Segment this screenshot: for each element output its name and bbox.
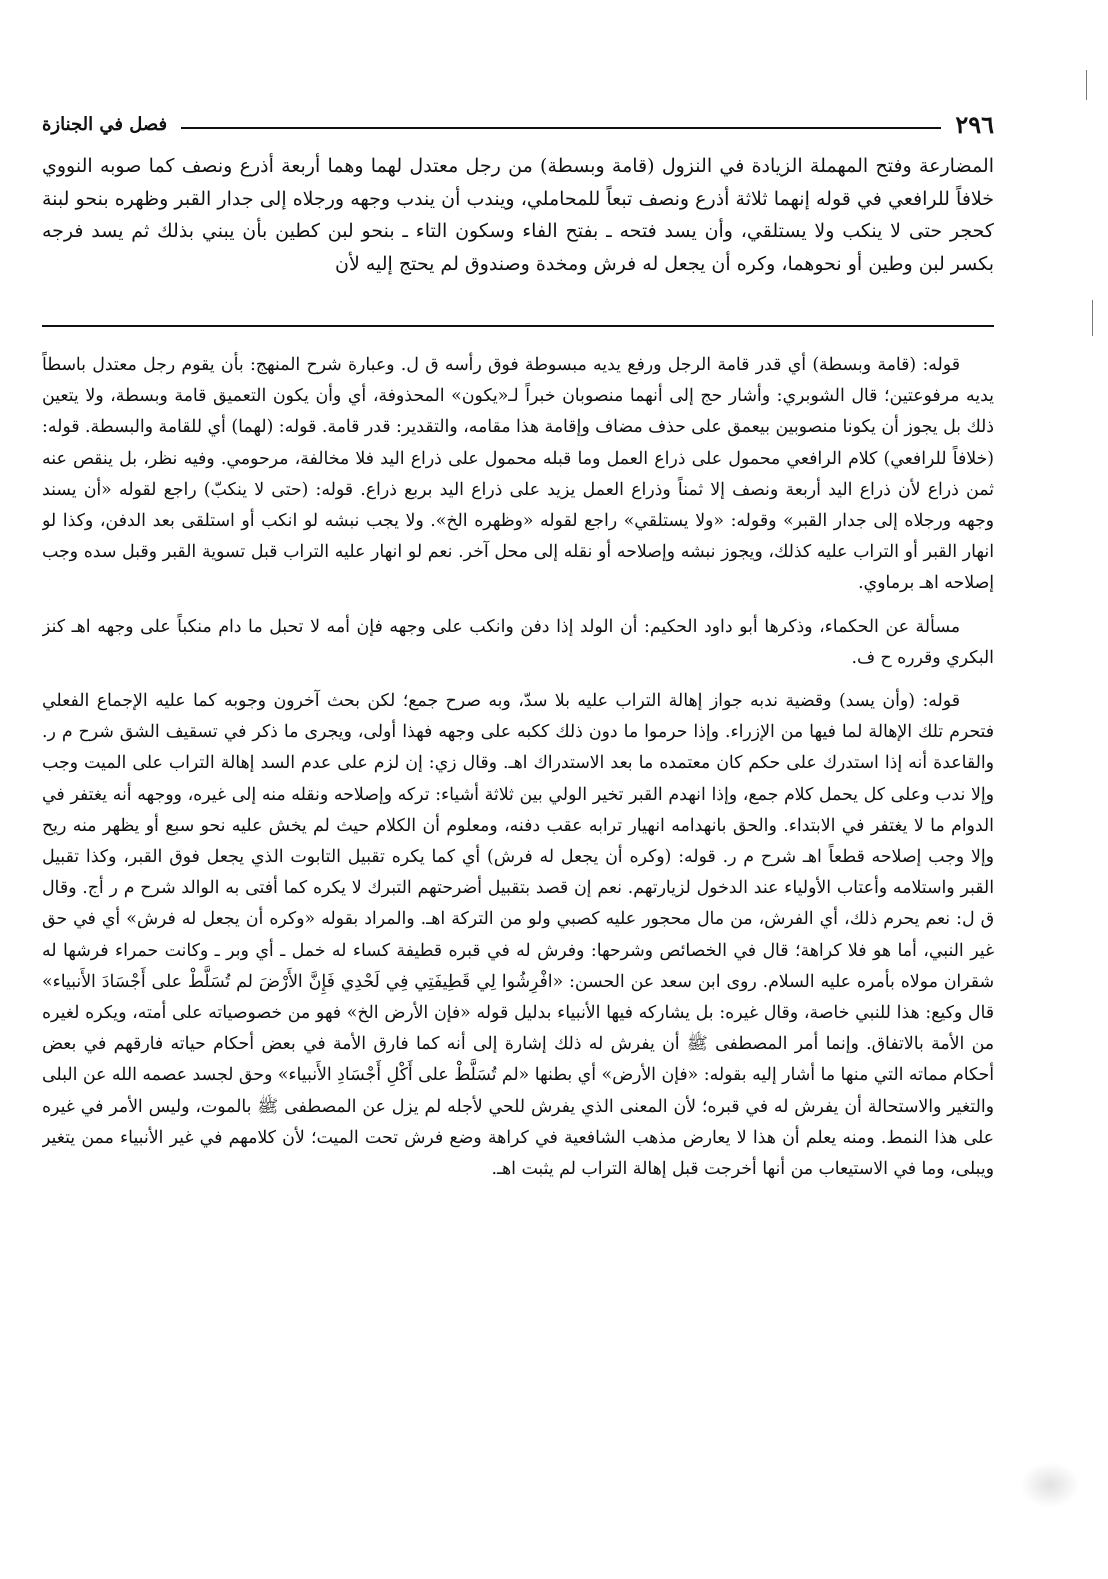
scan-smudge (1020, 1462, 1080, 1508)
scan-edge-mark (1092, 300, 1093, 336)
running-header (42, 104, 994, 144)
main-text-line: بأن يبني بذلك ثم يسد فرجه بكسر لبن وطين أو نحوهما، وكره أن يجعل له فرش ومخدة وصندوق لم يحتج إليه لأن (42, 220, 994, 275)
header-rule (181, 127, 941, 129)
main-text-line: النووي خلافاً للرافعي في قوله إنهما ثلاثة أذرع ونصف تبعاً للمحاملي، ويندب أن يندب وجهه ورجلاه إلى جدار (42, 155, 994, 210)
text-divider (42, 325, 994, 327)
scan-edge-mark (1086, 70, 1087, 100)
commentary-paragraph: قوله: (وأن يسد) وقضية ندبه جواز إهالة التراب عليه بلا سدّ، وبه صرح جمع؛ لكن بحث آخرون وجوبه كما عليه الإجماع الفعلي فتحرم تلك الإهالة لما فيها من الإزراء. وإذا حرموا ما دون ذلك ككبه على وجهه فهذا أولى، ويجرى ما ذكر في تسقيف الشق شرح م ر. والقاعدة أنه إذا استدرك على حكم كان معتمده ما بعد الاستدراك اهـ. وقال زي: إن لزم على عدم السد إهالة التراب على الميت وجب وإلا ندب وعلى كل يحمل كلام جمع، وإذا انهدم القبر تخير الولي بين ثلاثة أشياء: تركه وإصلاحه ونقله منه إلى غيره، ووجهه أنه يغتفر في الدوام ما لا يغتفر في الابتداء. والحق بانهدامه انهيار ترابه عقب دفنه، ومعلوم أن الكلام حيث لم يخش عليه نحو سبع أو يظهر منه ريح وإلا وجب إصلاحه قطعاً اهـ شرح م ر. قوله: (وكره أن يجعل له فرش) أي كما يكره تقبيل التابوت الذي يجعل فوق القبر، وكذا تقبيل القبر واستلامه وأعتاب الأولياء عند الدخول لزيارتهم. نعم إن قصد بتقبيل أضرحتهم التبرك لا يكره كما أفتى به الوالد شرح م ر أج. وقال ق ل: نعم يحرم ذلك، أي الفرش، من مال محجور عليه كصبي ولو من التركة اهـ. والمراد بقوله «وكره أن يجعل له فرش» أي في حق غير النبي، أما هو فلا كراهة؛ قال في الخصائص وشرحها: وفرش له في قبره قطيفة كساء له خمل ـ أي وبر ـ وكانت حمراء فرشها له شقران مولاه بأمره عليه السلام. روى ابن سعد عن الحسن: «افْرِشُوا لِي قَطِيفَتِي فِي لَحْدِي فَإِنَّ الأَرْضَ لم تُسَلَّطْ على أَجْسَادَ الأَنبياء» قال وكيع: هذا للنبي خاصة، وقال غيره: بل يشاركه فيها الأنبياء بدليل قوله «فإن الأرض الخ» فهو من خصوصياته على أمته، ويكره لغيره من الأمة بالاتفاق. وإنما أمر المصطفى ﷺ أن يفرش له ذلك إشارة إلى أنه كما فارق الأمة في بعض أحكام حياته فارقهم في بعض أحكام مماته التي منها ما أشار إليه بقوله: «فإن الأرض» أي بطنها «لم تُسَلَّطْ على أَكْلِ أَجْسَادِ الأَنبياء» وحق لجسد عصمه الله عن البلى والتغير والاستحالة أن يفرش له في قبره؛ لأن المعنى الذي يفرش للحي لأجله لم يزل عن المصطفى ﷺ بالموت، وليس الأمر في غيره على هذا النمط. ومنه يعلم أن هذا لا يعارض مذهب الشافعية في كراهة وضع فرش تحت الميت؛ لأن كلامهم في غير الأنبياء ممن يتغير ويبلى، وما في الاستيعاب من أنها أخرجت قبل إهالة التراب لم يثبت اهـ. (42, 691, 994, 1180)
commentary (42, 350, 994, 1510)
main-text (42, 150, 994, 315)
commentary-paragraph: مسألة عن الحكماء، وذكرها أبو داود الحكيم: أن الولد إذا دفن وانكب على وجهه فإن أمه لا تحبل ما دام منكباً على وجهه اهـ كنز البكري وقرره ح ف. (42, 616, 994, 668)
main-text-line: القبر وظهره بنحو لبنة كحجر حتى لا ينكب ولا يستلقي، وأن يسد فتحه ـ بفتح الفاء وسكون التاء ـ بنحو لبن كطين (42, 187, 994, 242)
page-number: ٢٩٦ (955, 109, 994, 139)
commentary-paragraph: قوله: (قامة وبسطة) أي قدر قامة الرجل ورفع يديه مبسوطة فوق رأسه ق ل. وعبارة شرح المنهج: بأن يقوم رجل معتدل باسطاً يديه مرفوعتين؛ قال الشوبري: وأشار حج إلى أنهما منصوبان خبراً لـ«يكون» المحذوفة، أي وأن يكون التعميق قامة وبسطة، ولا يتعين ذلك بل يجوز أن يكونا منصوبين بيعمق على حذف مضاف وإقامة هذا مقامه، والتقدير: قدر قامة. قوله: (لهما) أي للقامة والبسطة. قوله: (خلافاً للرافعي) كلام الرافعي محمول على ذراع العمل وما قبله محمول على ذراع اليد فلا مخالفة، مرحومي. وفيه نظر، بل ينقص عنه ثمن ذراع لأن ذراع اليد أربعة ونصف إلا ثمناً وذراع العمل يزيد على ذراع اليد بربع ذراع. قوله: (حتى لا ينكبّ) راجع لقوله «أن يسند وجهه ورجلاه إلى جدار القبر» وقوله: «ولا يستلقي» راجع لقوله «وظهره الخ». ولا يجب نبشه لو انكب أو استلقى بعد الدفن، وكذا لو انهار القبر أو التراب عليه كذلك، ويجوز نبشه وإصلاحه أو نقله إلى محل آخر. نعم لو انهار عليه التراب قبل تسوية القبر وقبل سده وجب إصلاحه اهـ برماوي. (42, 355, 994, 594)
section-title: فصل في الجنازة (42, 113, 168, 135)
main-text-line: المضارعة وفتح المهملة الزيادة في النزول (قامة وبسطة) من رجل معتدل لهما وهما أربعة أذرع ونصف كما صوبه (99, 155, 994, 177)
